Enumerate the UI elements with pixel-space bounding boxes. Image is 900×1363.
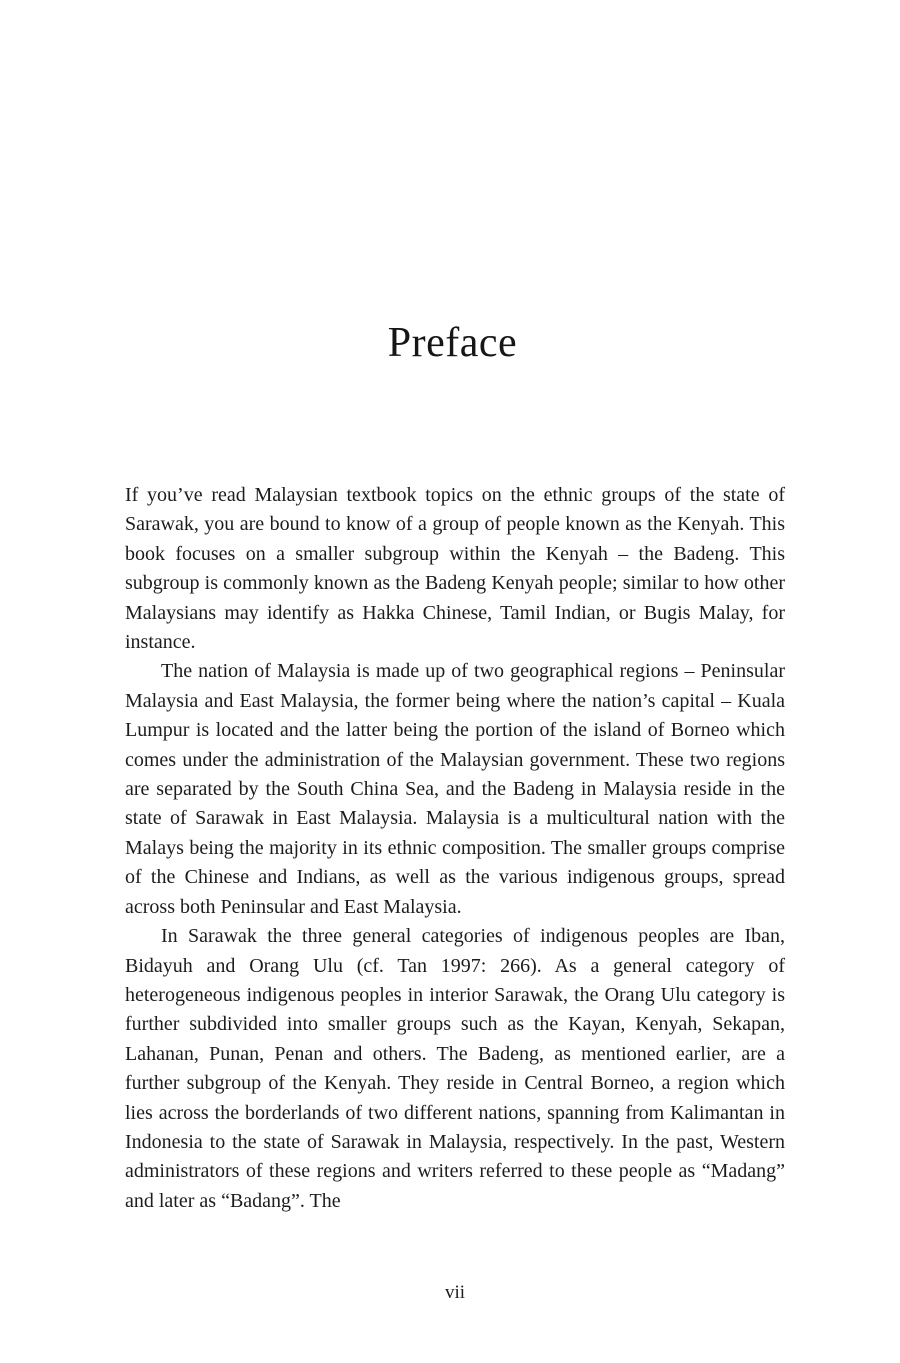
- page-body: [125, 481, 785, 1216]
- page-number: vii: [444, 1282, 466, 1303]
- paragraph: The nation of Malaysia is made up of two geographical regions – Peninsular Malaysia and East Malaysia, the former being where the nation’s capital – Kuala Lumpur is located and the latter being the portion of the island of Borneo which comes under the administration of the Malaysian government. These two regions are separated by the South China Sea, and the Badeng in Malaysia reside in the state of Sarawak in East Malaysia. Malaysia is a multicultural nation with the Malays being the majority in its ethnic composition. The smaller groups comprise of the Chinese and Indians, as well as the various indigenous groups, spread across both Peninsular and East Malaysia.: [125, 660, 785, 918]
- page-title: Preface: [387, 320, 518, 366]
- paragraph: In Sarawak the three general categories of indigenous peoples are Iban, Bidayuh and Orang Ulu (cf. Tan 1997: 266). As a general category of heterogeneous indigenous peoples in interior Sarawak, the Orang Ulu category is further subdivided into smaller groups such as the Kayan, Kenyah, Sekapan, Lahanan, Punan, Penan and others. The Badeng, as mentioned earlier, are a further subgroup of the Kenyah. They reside in Central Borneo, a region which lies across the borderlands of two different nations, spanning from Kalimantan in Indonesia to the state of Sarawak in Malaysia, respectively. In the past, Western administrators of these regions and writers referred to these people as “Madang” and later as “Badang”. The: [125, 925, 785, 1212]
- paragraph: If you’ve read Malaysian textbook topics on the ethnic groups of the state of Sarawak, you are bound to know of a group of people known as the Kenyah. This book focuses on a smaller subgroup within the Kenyah – the Badeng. This subgroup is commonly known as the Badeng Kenyah people; similar to how other Malaysians may identify as Hakka Chinese, Tamil Indian, or Bugis Malay, for instance.: [125, 484, 785, 654]
